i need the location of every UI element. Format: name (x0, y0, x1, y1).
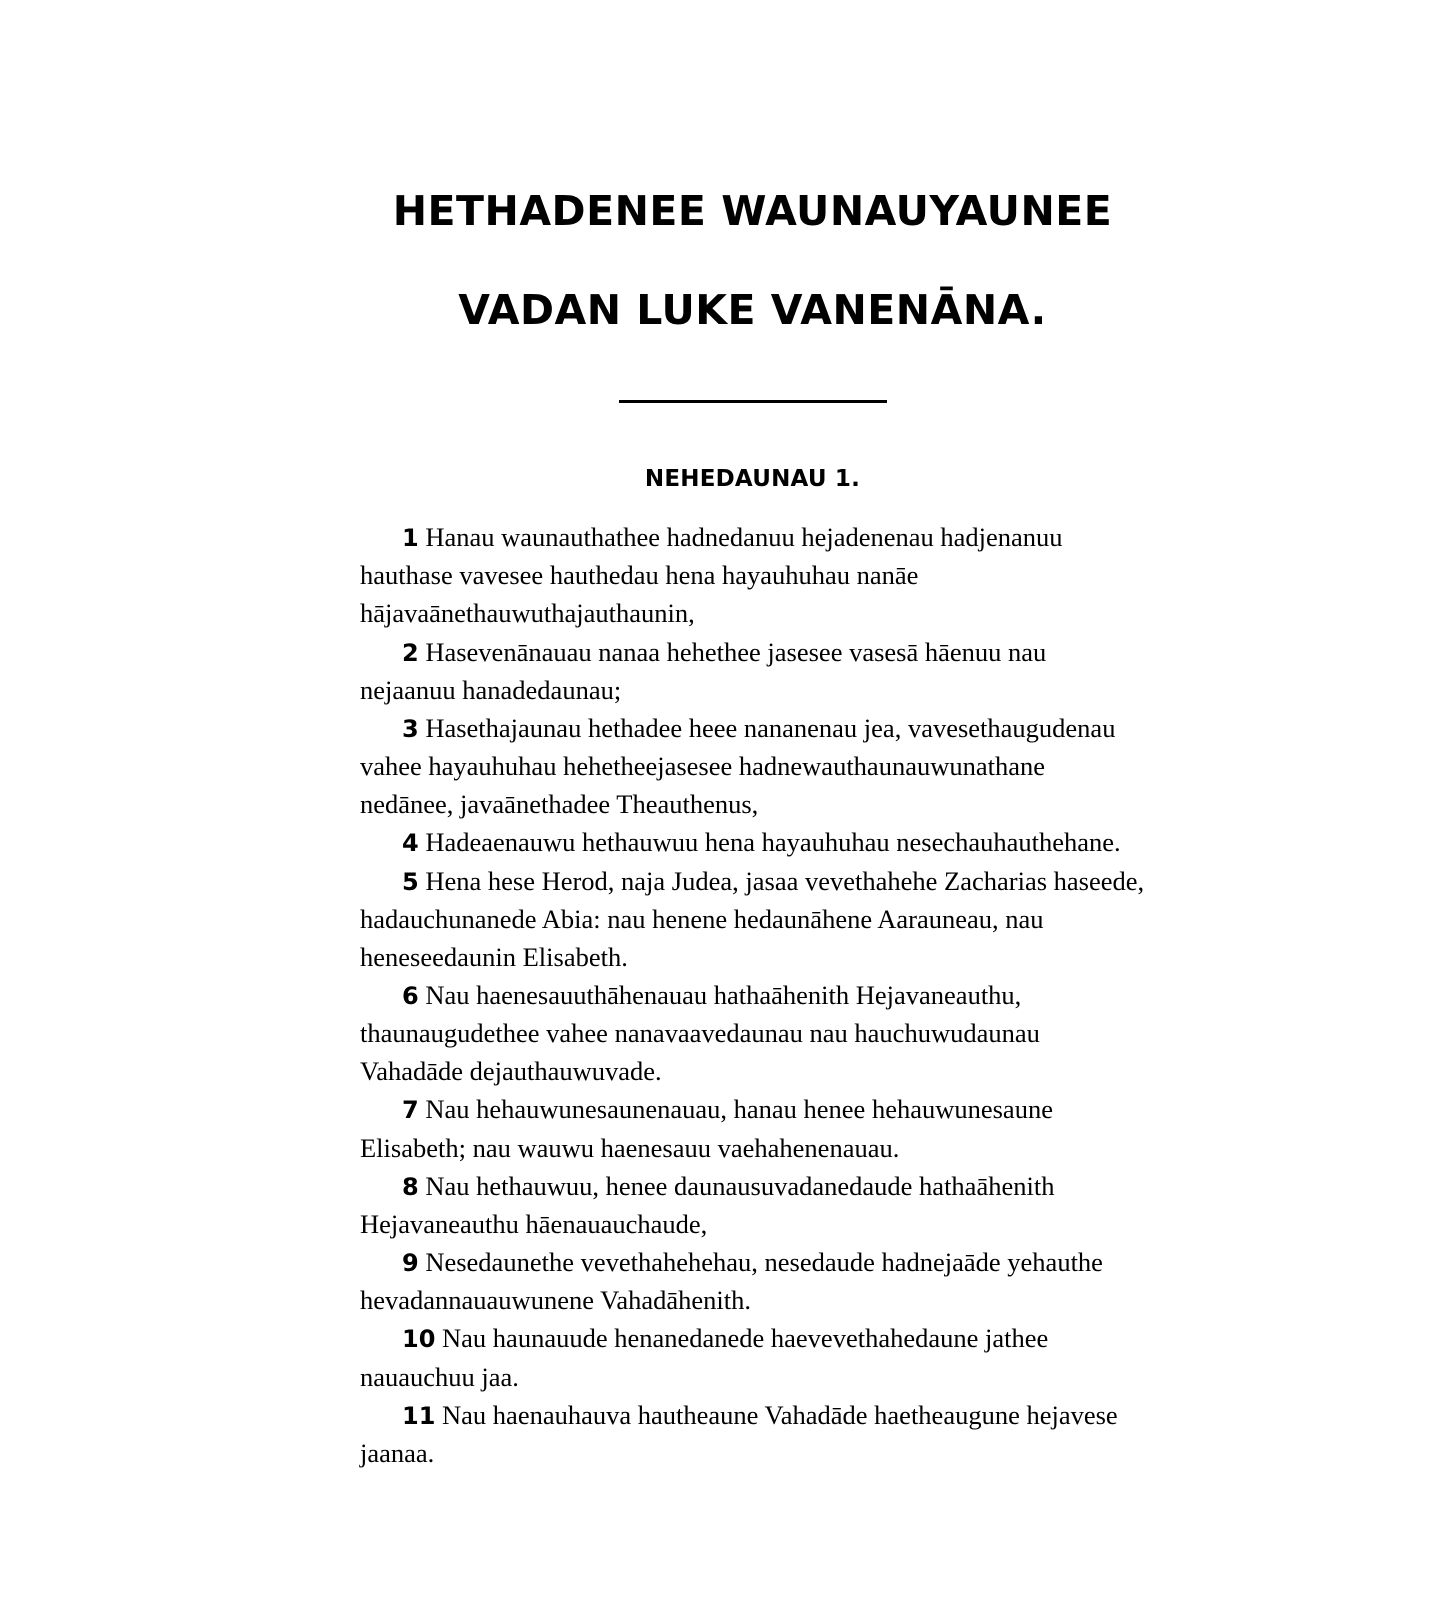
verse-item (360, 1319, 1145, 1395)
verse-number: 6 (402, 981, 419, 1010)
verse-text: Hadeaenauwu hethauwuu hena hayauhuhau nesechauhauthehane. (425, 827, 1121, 858)
page-title-line-1: HETHADENEE WAUNAUYAUNEE (392, 187, 1113, 235)
verse-number: 4 (402, 829, 419, 858)
verse-text: Hena hese Herod, naja Judea, jasaa vevethahehe Zacharias haseede, hadauchunanede Abia: nau henene hedaunāhene Aarauneau, nau heneseedaunin Elisabeth. (360, 865, 1145, 972)
horizontal-rule (619, 400, 887, 403)
verse-number: 8 (402, 1172, 419, 1201)
verse-text: Hasevenānauau nanaa hehethee jasesee vasesā hāenuu nau nejaanuu hanadedaunau; (360, 636, 1047, 705)
verse-text: Nau hethauwuu, henee daunausuvadanedaude hathaāhenith Hejavaneauthu hāenauauchaude, (360, 1170, 1055, 1239)
verse-number: 7 (402, 1096, 419, 1125)
verse-item (360, 1167, 1145, 1243)
verse-number: 5 (402, 867, 419, 896)
verse-item (360, 1243, 1145, 1319)
verse-item (360, 633, 1145, 709)
verse-item (360, 709, 1145, 823)
verse-number: 2 (402, 638, 419, 667)
verse-item (360, 823, 1145, 861)
title-divider (360, 390, 1145, 408)
verse-number: 9 (402, 1249, 419, 1278)
verse-item (360, 1090, 1145, 1166)
verse-item (360, 976, 1145, 1090)
verse-item (360, 1396, 1145, 1472)
verse-item (360, 862, 1145, 976)
page-title-line-2: VADAN LUKE VANENĀNA. (458, 286, 1047, 335)
document-title-block (360, 187, 1145, 335)
chapter-heading: NEHEDAUNAU 1. (644, 466, 861, 493)
verse-text: Hasethajaunau hethadee heee nananenau jea, vavesethaugudenau vahee hayauhuhau hehetheejasesee hadnewauthaunauwunathane nedānee, javaānethadee Theauthenus, (360, 712, 1116, 820)
verse-text: Hanau waunauthathee hadnedanuu hejadenenau hadjenanuu hauthase vavesee hauthedau hena hayauhuhau nanāe hājavaānethauwuthajauthaunin, (360, 522, 1063, 629)
verse-item (360, 518, 1145, 632)
verse-number: 11 (402, 1401, 436, 1430)
verse-text: Nau hehauwunesaunenauau, hanau henee hehauwunesaune Elisabeth; nau wauwu haenesauu vaehahenenauau. (360, 1094, 1053, 1163)
verse-number: 10 (402, 1325, 436, 1354)
verse-number: 1 (402, 524, 419, 553)
verse-text: Nesedaunethe vevethahehehau, nesedaude hadnejaāde yehauthe hevadannauauwunene Vahadāhenith. (360, 1247, 1103, 1316)
verse-text: Nau haenauhauva hautheaune Vahadāde haetheaugune hejavese jaanaa. (360, 1399, 1118, 1468)
verse-number: 3 (402, 714, 419, 743)
verse-text: Nau haunauude henanedanede haevevethahedaune jathee nauauchuu jaa. (360, 1323, 1049, 1392)
verse-list (360, 518, 1145, 1472)
verse-text: Nau haenesauuthāhenauau hathaāhenith Hejavaneauthu, thaunaugudethee vahee nanavaavedaunau nau hauchuwudaunau Vahadāde dejauthauwuvade. (360, 979, 1040, 1087)
